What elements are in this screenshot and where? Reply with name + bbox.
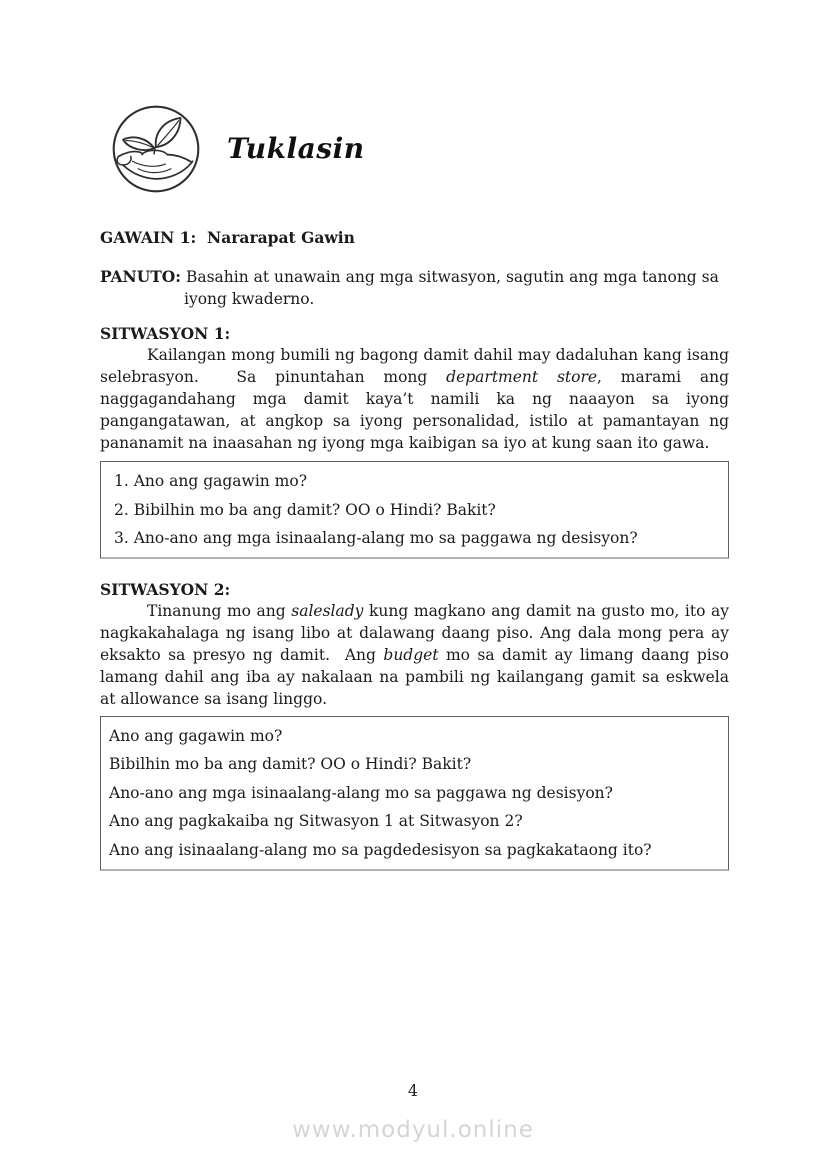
page-content [100, 227, 729, 871]
question-item: Ano ang gagawin mo? [109, 726, 283, 745]
sitwasyon1-text-part2: , marami ang naggagandahang mga damit kaya’t namili ka ng naaayon sa iyong pangangatawan, at angkop sa iyong personalidad, istilo at pamantayan ng pananamit na inaasahan ng iyong mga kaibigan sa iyo at kung saan ito gawa. [100, 368, 729, 452]
sitwasyon2-text-part3: mo sa damit ay limang daang piso lamang dahil ang iba ay nakalaan na pambili ng kailangang gamit sa eskwela at allowance sa isang linggo. [100, 645, 729, 708]
sitwasyon2-paragraph [100, 600, 729, 710]
sitwasyon2-italic-term2: budget [383, 645, 439, 664]
question-item: 1. Ano ang gagawin mo? [114, 472, 308, 490]
sitwasyon1-text-part1: Kailangan mong bumili ng bagong damit dahil may dadaluhan kang isang selebrasyon. Sa pinuntahan mong [100, 346, 729, 386]
instructions-text: Basahin at unawain ang mga sitwasyon, sagutin ang mga tanong sa iyong kwaderno. [184, 268, 719, 308]
sitwasyon1-questions-box [100, 461, 729, 559]
question-item: Ano ang isinaalang-alang mo sa pagdedesisyon sa pagkakataong ito? [109, 840, 652, 859]
sitwasyon2-text-part2: kung magkano ang damit na gusto mo, ito ay nagkakahalaga ng isang libo at dalawang daang piso. Ang dala mong pera ay eksakto sa presyo ng damit. Ang [100, 601, 729, 664]
question-item: Bibilhin mo ba ang damit? OO o Hindi? Bakit? [109, 755, 472, 773]
sitwasyon1-heading: SITWASYON 1: [100, 324, 231, 343]
question-item: Ano ang pagkakaiba ng Sitwasyon 1 at Sitwasyon 2? [109, 812, 523, 830]
page-number: 4 [407, 1081, 419, 1100]
instructions-paragraph [100, 266, 729, 310]
sitwasyon1-italic-term: department store [446, 368, 598, 386]
page-title: Tuklasin [227, 132, 365, 165]
question-item: Ano-ano ang mga isinaalang-alang mo sa paggawa ng desisyon? [109, 783, 613, 802]
sitwasyon2-heading: SITWASYON 2: [100, 579, 231, 599]
instructions-label: PANUTO: [100, 267, 181, 286]
question-item: 3. Ano-ano ang mga isinaalang-alang mo sa paggawa ng desisyon? [114, 529, 638, 547]
sitwasyon2-italic-term1: saleslady [291, 601, 364, 620]
sitwasyon2-text-part1: Tinanung mo ang [147, 601, 292, 620]
question-item: 2. Bibilhin mo ba ang damit? OO o Hindi? Bakit? [114, 500, 496, 519]
watermark-text: www.modyul.online [292, 1117, 534, 1143]
hand-holding-seedling-icon [109, 102, 203, 196]
sitwasyon1-paragraph [100, 344, 729, 454]
sitwasyon2-questions-box [100, 716, 729, 872]
activity-heading: GAWAIN 1: Nararapat Gawin [100, 228, 355, 247]
